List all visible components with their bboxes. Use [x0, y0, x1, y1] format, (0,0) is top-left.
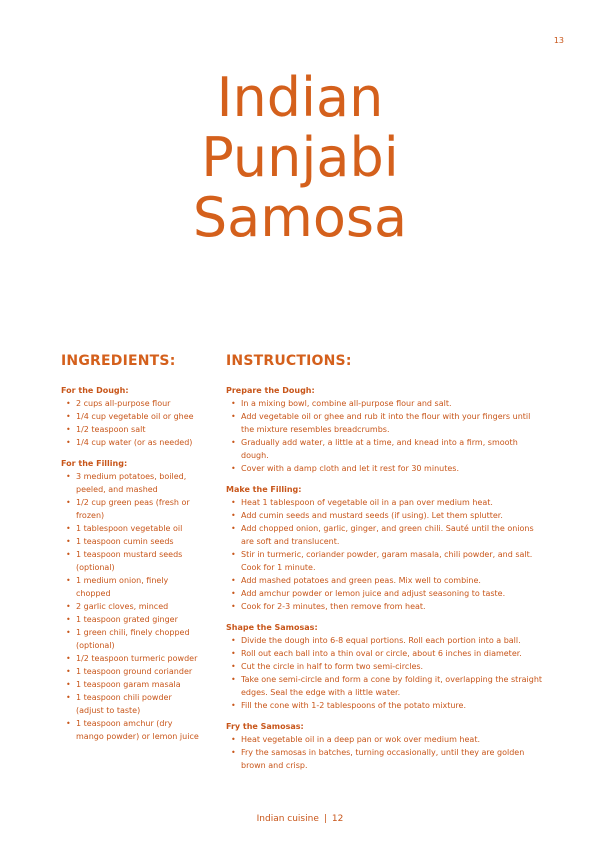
list-item: • 2 cups all-purpose flour — [61, 397, 201, 410]
list-item: • 1 teaspoon amchur (dry mango powder) or lemon juice — [61, 717, 201, 743]
ingredients-heading: INGREDIENTS: — [61, 353, 176, 369]
instructions-column — [226, 353, 546, 782]
footer-label: Indian cuisine — [256, 814, 319, 824]
list-item: • 1 teaspoon grated ginger — [61, 613, 201, 626]
ingredients-column — [61, 353, 201, 753]
list-item: • 1/2 teaspoon turmeric powder — [61, 652, 201, 665]
section-heading: Prepare the Dough: — [226, 386, 315, 395]
list-item: • 1/2 cup green peas (fresh or frozen) — [61, 496, 201, 522]
footer-page-number: 12 — [331, 814, 344, 824]
bullet-list — [226, 733, 546, 772]
instructions-section — [226, 386, 546, 475]
list-item: • 1 tablespoon vegetable oil — [61, 522, 201, 535]
list-item: • 2 garlic cloves, minced — [61, 600, 201, 613]
list-item: • Gradually add water, a little at a time, and knead into a firm, smooth dough. — [226, 436, 546, 462]
recipe-title — [0, 68, 600, 248]
list-item: • 1/4 cup water (or as needed) — [61, 436, 201, 449]
list-item: • 1 teaspoon chili powder (adjust to taste) — [61, 691, 201, 717]
list-item: • Divide the dough into 6-8 equal portions. Roll each portion into a ball. — [226, 634, 546, 647]
bullet-list — [226, 397, 546, 475]
list-item: • In a mixing bowl, combine all-purpose flour and salt. — [226, 397, 546, 410]
list-item: • 1/2 teaspoon salt — [61, 423, 201, 436]
instructions-sections — [226, 386, 546, 772]
list-item: • Cook for 2-3 minutes, then remove from heat. — [226, 600, 546, 613]
footer — [0, 814, 600, 824]
list-item: • Take one semi-circle and form a cone by folding it, overlapping the straight edges. Seal the edge with a little water. — [226, 673, 546, 699]
instructions-section — [226, 722, 546, 772]
list-item: • 1 green chili, finely chopped (optional) — [61, 626, 201, 652]
top-page-number: 13 — [553, 36, 564, 45]
section-heading: For the Filling: — [61, 459, 128, 468]
section-heading: Shape the Samosas: — [226, 623, 318, 632]
ingredients-section — [61, 386, 201, 449]
section-heading: Fry the Samosas: — [226, 722, 304, 731]
list-item: • 1 medium onion, finely chopped — [61, 574, 201, 600]
list-item: • Heat vegetable oil in a deep pan or wok over medium heat. — [226, 733, 546, 746]
list-item: • Fill the cone with 1-2 tablespoons of the potato mixture. — [226, 699, 546, 712]
instructions-section — [226, 485, 546, 613]
section-heading: For the Dough: — [61, 386, 129, 395]
list-item: • Stir in turmeric, coriander powder, garam masala, chili powder, and salt. Cook for 1 minute. — [226, 548, 546, 574]
list-item: • Cover with a damp cloth and let it rest for 30 minutes. — [226, 462, 546, 475]
list-item: • Add amchur powder or lemon juice and adjust seasoning to taste. — [226, 587, 546, 600]
list-item: • 1/4 cup vegetable oil or ghee — [61, 410, 201, 423]
ingredients-section — [61, 459, 201, 743]
list-item: • Add vegetable oil or ghee and rub it into the flour with your fingers until the mixture resembles breadcrumbs. — [226, 410, 546, 436]
bullet-list — [226, 634, 546, 712]
ingredients-sections — [61, 386, 201, 743]
title-line: Punjabi — [201, 126, 399, 189]
instructions-heading: INSTRUCTIONS: — [226, 353, 352, 369]
title-line: Samosa — [192, 186, 408, 249]
list-item: • 1 teaspoon mustard seeds (optional) — [61, 548, 201, 574]
list-item: • 1 teaspoon cumin seeds — [61, 535, 201, 548]
list-item: • Cut the circle in half to form two semi-circles. — [226, 660, 546, 673]
section-heading: Make the Filling: — [226, 485, 302, 494]
bullet-list — [61, 397, 201, 449]
list-item: • Add cumin seeds and mustard seeds (if using). Let them splutter. — [226, 509, 546, 522]
list-item: • 1 teaspoon ground coriander — [61, 665, 201, 678]
list-item: • Fry the samosas in batches, turning occasionally, until they are golden brown and crisp. — [226, 746, 546, 772]
list-item: • Add mashed potatoes and green peas. Mix well to combine. — [226, 574, 546, 587]
list-item: • Add chopped onion, garlic, ginger, and green chili. Sauté until the onions are soft and translucent. — [226, 522, 546, 548]
instructions-section — [226, 623, 546, 712]
bullet-list — [61, 470, 201, 743]
list-item: • Roll out each ball into a thin oval or circle, about 6 inches in diameter. — [226, 647, 546, 660]
title-line: Indian — [216, 66, 384, 129]
list-item: • 3 medium potatoes, boiled, peeled, and mashed — [61, 470, 201, 496]
list-item: • Heat 1 tablespoon of vegetable oil in a pan over medium heat. — [226, 496, 546, 509]
footer-separator: | — [323, 814, 327, 824]
list-item: • 1 teaspoon garam masala — [61, 678, 201, 691]
bullet-list — [226, 496, 546, 613]
